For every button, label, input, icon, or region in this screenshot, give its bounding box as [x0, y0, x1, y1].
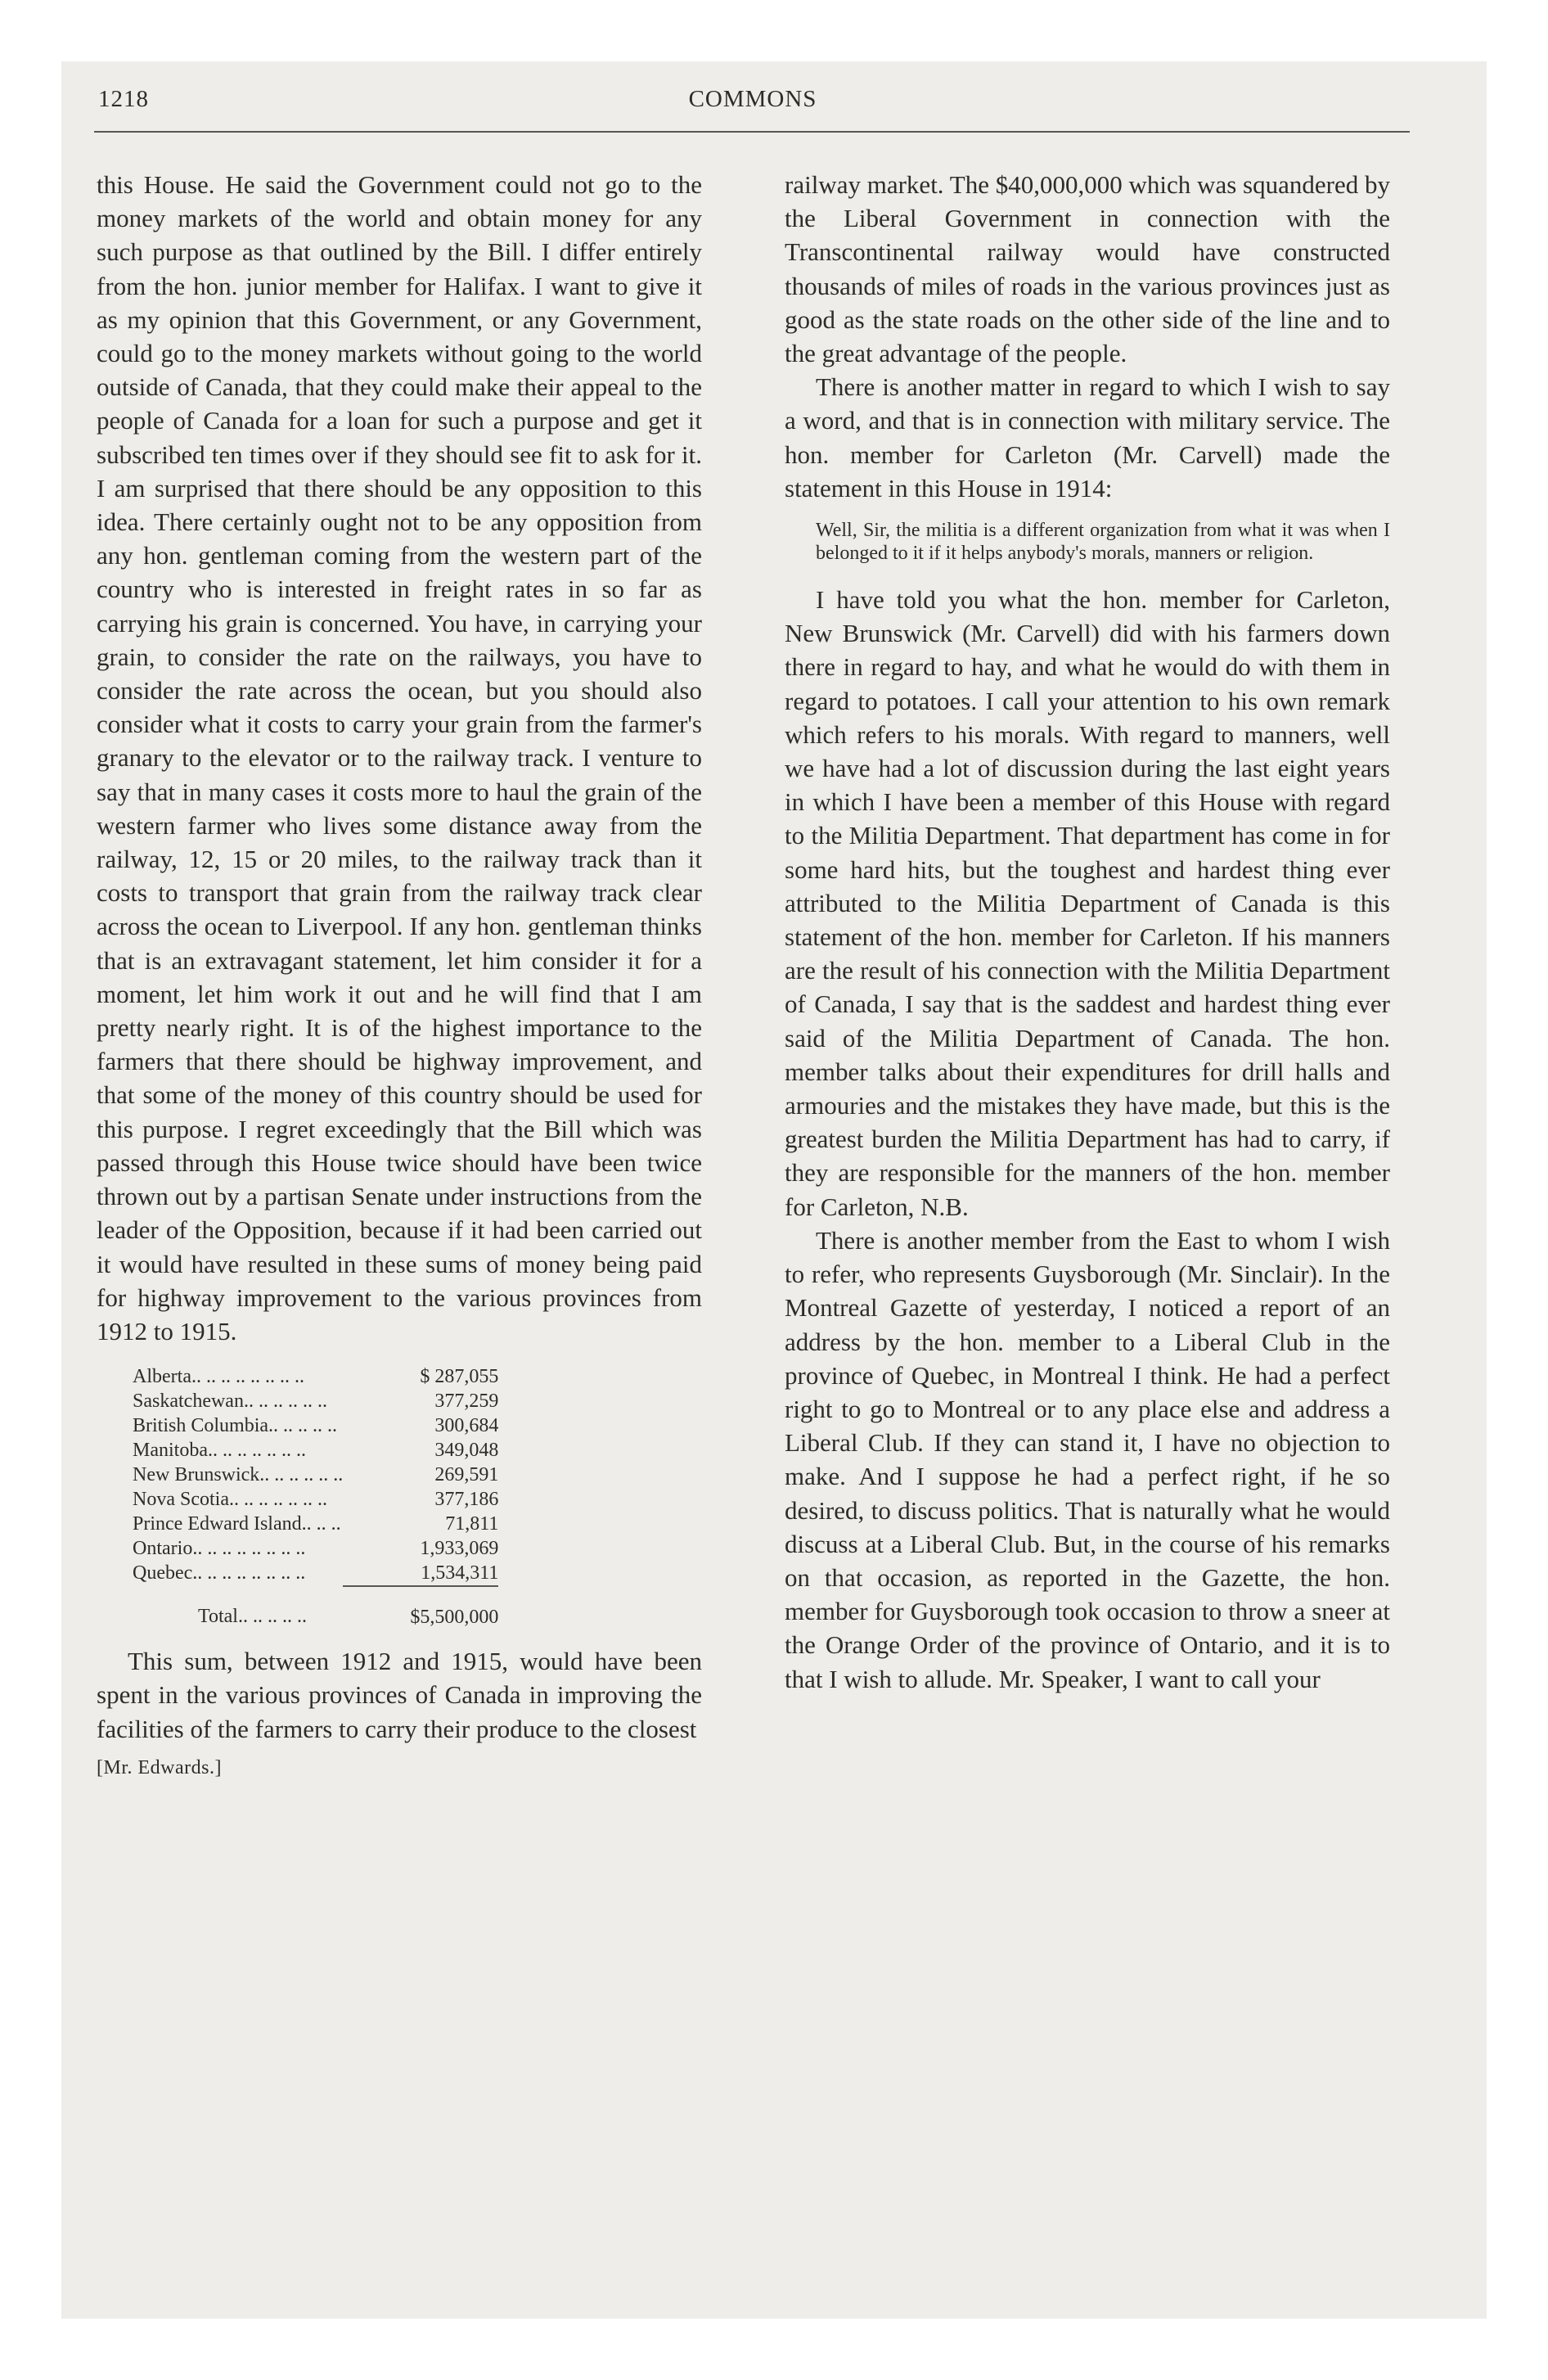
- province-amount: 300,684: [434, 1415, 499, 1437]
- province-label: Alberta.. .. .. .. .. .. .. ..: [133, 1366, 304, 1388]
- table-row: [133, 1536, 498, 1561]
- running-header: [98, 86, 1407, 124]
- province-amount: 1,534,311: [421, 1562, 499, 1584]
- province-label: Quebec.. .. .. .. .. .. .. ..: [133, 1562, 306, 1584]
- province-label: British Columbia.. .. .. .. ..: [133, 1415, 338, 1437]
- province-label: Prince Edward Island.. .. ..: [133, 1513, 341, 1535]
- table-row: [133, 1413, 498, 1438]
- provinces-table: [133, 1364, 498, 1629]
- province-amount: 377,186: [434, 1489, 499, 1511]
- right-paragraph-3: I have told you what the hon. member for Carleton, New Brunswick (Mr. Carvell) did with his farmers down there in regard to hay, and what he would do with them in regard to potatoes. I call your attention to his own remark which refers to his morals. With regard to manners, well we have had a lot of discussion during the last eight years in which I have been a member of this House with regard to the Militia Department. That department has come in for some hard hits, but the toughest and hardest thing ever attributed to the Militia Department of Canada is this statement of the hon. member for Carleton. If his manners are the result of his connection with the Militia Department of Canada, I say that is the saddest and hardest thing ever said of the Militia Department of Canada. The hon. member talks about their expenditures for drill halls and armouries and the mistakes they have made, but this is the greatest burden the Militia Department has had to carry, if they are responsible for the manners of the hon. member for Carleton, N.B.: [785, 585, 1390, 1221]
- table-row: [133, 1487, 498, 1512]
- table-row: [133, 1561, 498, 1586]
- province-amount: 349,048: [434, 1440, 499, 1462]
- right-paragraph-2: There is another matter in regard to which I wish to say a word, and that is in connection with military service. The hon. member for Carleton (Mr. Carvell) made the statement in this House in 1914:: [785, 372, 1390, 503]
- page-number: 1218: [98, 86, 149, 112]
- right-paragraph-1: railway market. The $40,000,000 which was squandered by the Liberal Government in connection with the Transcontinental railway would have constructed thousands of miles of roads in the various provinces just as good as the state roads on the other side of the line and to the great advantage of the people.: [785, 170, 1390, 368]
- total-label: Total.. .. .. .. ..: [198, 1606, 307, 1628]
- table-row: [133, 1364, 498, 1389]
- right-paragraph-4: There is another member from the East to whom I wish to refer, who represents Guysborough (Mr. Sinclair). In the Montreal Gazette of yesterday, I noticed a report of an address by the hon. member to a Liberal Club in the province of Quebec, in Montreal I think. He had a perfect right to go to Montreal or to any place else and address a Liberal Club. If they can stand it, I have no objection to make. And I suppose he had a perfect right, if he so desired, to discuss politics. That is naturally what he would discuss at a Liberal Club. But, in the course of his remarks on that occasion, as reported in the Gazette, the hon. member for Guysborough took occasion to throw a sneer at the Orange Order of the province of Ontario, and it is to that I wish to allude. Mr. Speaker, I want to call your: [785, 1225, 1390, 1693]
- left-column: [97, 168, 702, 1779]
- province-amount: 71,811: [445, 1513, 499, 1535]
- province-amount: 1,933,069: [420, 1538, 499, 1560]
- province-label: Manitoba.. .. .. .. .. .. ..: [133, 1440, 306, 1462]
- province-label: Saskatchewan.. .. .. .. .. ..: [133, 1391, 327, 1413]
- table-row: [133, 1438, 498, 1463]
- page-title: COMMONS: [688, 86, 817, 112]
- left-paragraph-1: this House. He said the Government could not go to the money markets of the world and obtain money for any such purpose as that outlined by the Bill. I differ entirely from the hon. junior member for Halifax. I want to give it as my opinion that this Government, or any Government, could go to the money markets without going to the world outside of Canada, that they could make their appeal to the people of Canada for a loan for such a purpose and get it subscribed ten times over if they should see fit to ask for it. I am surprised that there should be any opposition to this idea. There certainly ought not to be any opposition from any hon. gentleman coming from the western part of the country who is interested in freight rates in so far as carrying his grain is concerned. You have, in carrying your grain, to consider the rate on the railways, you have to consider the rate across the ocean, but you should also consider what it costs to carry your grain from the farmer's granary to the elevator or to the railway track. I venture to say that in many cases it costs more to haul the grain of the western farmer who lives some distance away from the railway, 12, 15 or 20 miles, to the railway track than it costs to transport that grain from the railway track clear across the ocean to Liverpool. If any hon. gentleman thinks that is an extravagant statement, let him consider it for a moment, let him work it out and he will find that I am pretty nearly right. It is of the highest importance to the farmers that there should be highway improvement, and that some of the money of this country should be used for this purpose. I regret exceedingly that the Bill which was passed through this House twice should have been twice thrown out by a partisan Senate under instructions from the leader of the Opposition, because if it had been carried out it would have resulted in these sums of money being paid for highway improvement to the various provinces from 1912 to 1915.: [97, 170, 702, 1346]
- province-amount: 377,259: [434, 1391, 499, 1413]
- total-row: [133, 1586, 498, 1629]
- right-column: [785, 168, 1390, 1696]
- table-row: [133, 1512, 498, 1536]
- province-amount: 269,591: [434, 1464, 499, 1486]
- province-label: Ontario.. .. .. .. .. .. .. ..: [133, 1538, 306, 1560]
- total-amount: $5,500,000: [343, 1586, 498, 1629]
- header-rule: [94, 131, 1410, 133]
- province-label: Nova Scotia.. .. .. .. .. .. ..: [133, 1489, 327, 1511]
- table-row: [133, 1463, 498, 1487]
- block-quote: Well, Sir, the militia is a different organization from what it was when I belonged to it if it helps anybody's morals, manners or religion.: [816, 520, 1390, 564]
- province-label: New Brunswick.. .. .. .. .. ..: [133, 1464, 344, 1486]
- province-amount: $ 287,055: [420, 1366, 499, 1388]
- speaker-attribution: [Mr. Edwards.]: [97, 1756, 222, 1778]
- table-row: [133, 1389, 498, 1413]
- left-paragraph-2: This sum, between 1912 and 1915, would have been spent in the various provinces of Canada in improving the facilities of the farmers to carry their produce to the closest: [97, 1647, 702, 1743]
